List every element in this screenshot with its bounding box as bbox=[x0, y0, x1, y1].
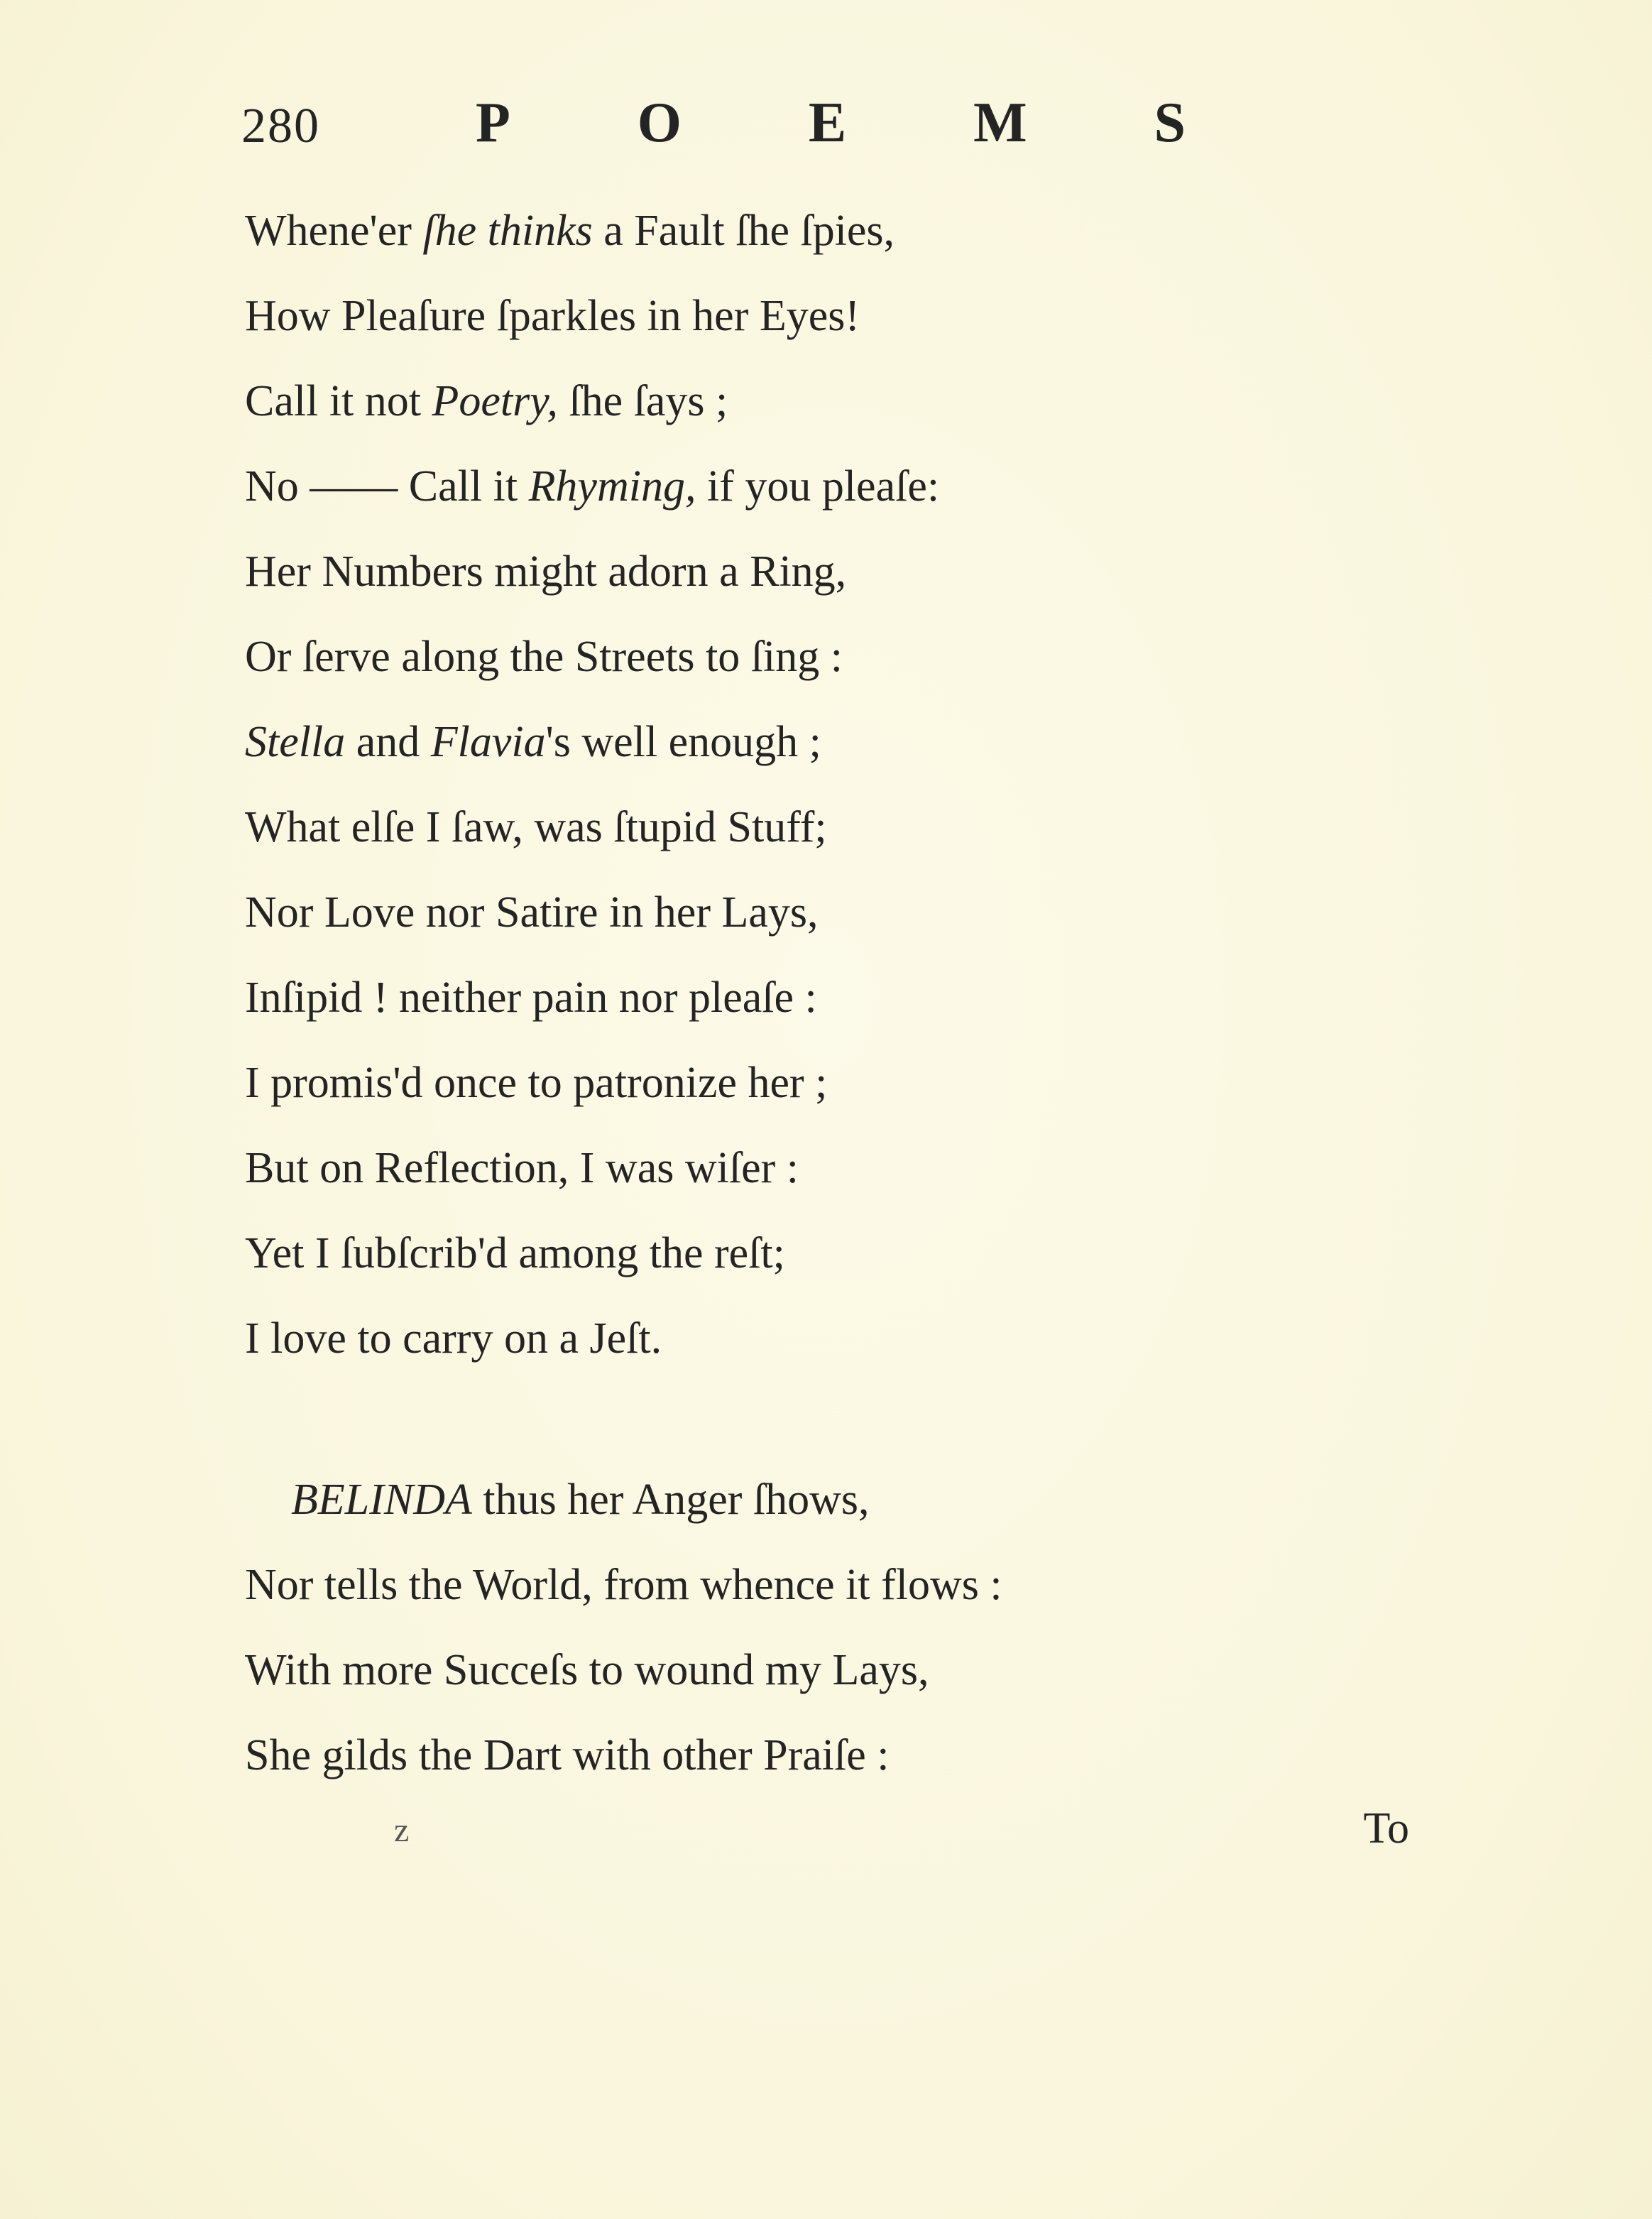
line-text: a Fault ſhe ſpies, bbox=[592, 207, 895, 255]
poem-line: How Pleaſure ſparkles in her Eyes! bbox=[245, 292, 860, 340]
poem-line: Nor Love nor Satire in her Lays, bbox=[245, 888, 819, 937]
running-head-letter: P bbox=[476, 92, 510, 154]
line-text: 's well enough ; bbox=[545, 718, 821, 766]
poem-line: Her Numbers might adorn a Ring, bbox=[245, 547, 847, 596]
poem-line bbox=[245, 444, 939, 529]
line-text: if you pleaſe: bbox=[696, 462, 940, 511]
line-text: Call it not bbox=[245, 377, 432, 425]
line-text: Whene'er bbox=[245, 207, 423, 255]
page-header bbox=[241, 91, 1193, 169]
page-number: 280 bbox=[241, 99, 320, 153]
line-text-italic: Flavia bbox=[430, 718, 546, 766]
poem-line: Or ſerve along the Streets to ſing : bbox=[245, 633, 843, 681]
running-head-letter: S bbox=[1154, 92, 1186, 154]
poem-line bbox=[245, 188, 939, 273]
poem-line: Nor tells the World, from whence it flows : bbox=[245, 1561, 1002, 1609]
line-text-italic: Stella bbox=[245, 718, 346, 766]
line-text: ſhe ſays ; bbox=[557, 377, 728, 425]
line-text: No —— Call it bbox=[245, 462, 529, 511]
line-text: thus her Anger ſhows, bbox=[471, 1476, 870, 1524]
poem-line bbox=[245, 1457, 1002, 1542]
running-head-letter: M bbox=[973, 92, 1027, 154]
poem-line: I promis'd once to patronize her ; bbox=[245, 1059, 828, 1107]
line-text: and bbox=[345, 718, 431, 766]
signature-mark: z bbox=[394, 1811, 410, 1849]
poem-line: Yet I ſubſcrib'd among the reſt; bbox=[245, 1229, 785, 1277]
stanza-1 bbox=[245, 188, 939, 1381]
catchword: To bbox=[1363, 1804, 1409, 1853]
page-footer bbox=[245, 1804, 1409, 1875]
stanza-2 bbox=[245, 1457, 1002, 1798]
running-head bbox=[476, 91, 1186, 156]
poem-line: I love to carry on a Jeſt. bbox=[245, 1314, 662, 1363]
running-head-letter: O bbox=[637, 92, 682, 154]
poem-line: With more Succeſs to wound my Lays, bbox=[245, 1646, 929, 1694]
line-text-italic: Poetry, bbox=[432, 377, 558, 425]
poem-line: She gilds the Dart with other Praiſe : bbox=[245, 1731, 890, 1779]
poem-line: But on Reflection, I was wiſer : bbox=[245, 1144, 799, 1192]
line-text-italic: Rhyming, bbox=[528, 462, 696, 511]
line-text-italic: BELINDA bbox=[291, 1476, 472, 1524]
line-text-italic: ſhe thinks bbox=[422, 207, 593, 255]
poem-line: What elſe I ſaw, was ſtupid Stuff; bbox=[245, 803, 827, 851]
poem-line bbox=[245, 699, 939, 785]
poem-line bbox=[245, 359, 939, 444]
poem-line: Inſipid ! neither pain nor pleaſe : bbox=[245, 974, 817, 1022]
running-head-letter: E bbox=[808, 92, 847, 154]
